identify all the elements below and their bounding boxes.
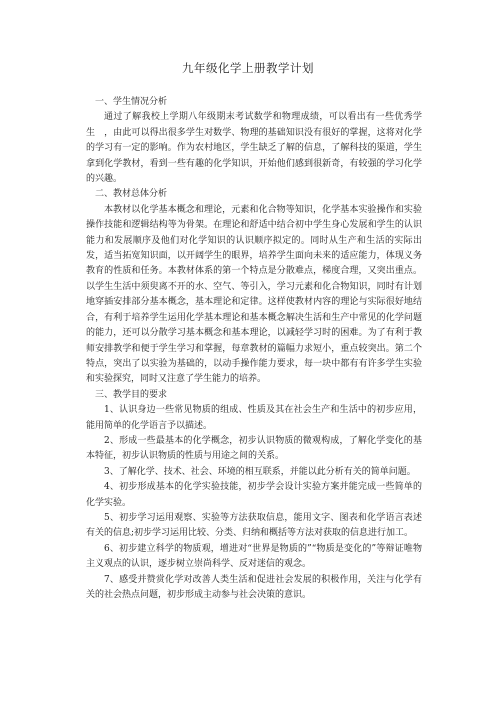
- goal-item: 3、了解化学、技术、社会、环境的相互联系，并能以此分析有关的简单问题。: [104, 466, 416, 477]
- goal-item: 4、初步形成基本的化学实验技能，初步学会设计实验方案并能完成一些简单的化学实验。: [86, 482, 422, 508]
- goal-item: 1、认识身边一些常见物质的组成、性质及其在社会生产和生活中的初步应用，能用简单的化学语言予以描述。: [86, 405, 422, 431]
- section-heading-teaching-goals: 三、教学目的要求: [95, 389, 168, 400]
- goal-item: 6、初步建立科学的物质观，增进对“世界是物质的”“物质是变化的”等辩证唯物主义观点的认识，逐步树立崇尚科学、反对迷信的观念。: [86, 543, 422, 570]
- section-heading-textbook-analysis: 二、教材总体分析: [95, 189, 168, 200]
- paragraph: 本教材以化学基本概念和理论，元素和化合物等知识，化学基本实验操作和实验操作技能和逻辑结构等为骨架。在理论和舒适中结合初中学生身心发展和学生的认识能力和发展顺序及他们对化学知识的认识顺序拟定的。同时从生产和生活的实际出发，适当拓宽知识面，以开阔学生的眼界，培养学生面向未来的适应能力，体现义务教育的性质和任务。本教材体系的第一个特点是分散难点，梯度合理，又突出重点。以学生生活中须臾离不开的水、空气、等引入，学习元素和化合物知识，同时有计划地穿插安排部分基本概念，基本理论和定律。这样使教材内容的理论与实际很好地结合，有利于培养学生运用化学基本理论和基本概念解决生活和生产中常见的化学问题的能力，还可以分散学习基本概念和基本理论，以减轻学习时的困难。为了有利于教师安排教学和便于学生学习和掌握，每章教材的篇幅力求短小，重点较突出。第二个特点，突出了以实验为基础的，以动手操作能力要求，每一块中都有有许多学生实验和实验探究，同时又注意了学生能力的培养。: [86, 204, 422, 385]
- document-title: 九年级化学上册教学计划: [182, 61, 314, 75]
- section-heading-student-analysis: 一、学生情况分析: [95, 97, 168, 107]
- goal-item: 5、初步学习运用观察、实验等方法获取信息，能用文字、图表和化学语言表述有关的信息;初步学习运用比较、分类、归纳和概括等方法对获取的信息进行加工。: [86, 512, 422, 539]
- paragraph: 通过了解我校上学期八年级期末考试数学和物理成绩，可以看出有一些优秀学生 ，由此可以得出很多学生对数学、物理的基础知识没有很好的掌握，这将对化学的学习有一定的影响。作为农村地区，学生缺乏了解的信息，了解科技的渠道，学生拿到化学教材，看到一些有趣的化学知识，开始他们感到很新奇，有较强的学习化学的兴趣。: [86, 112, 422, 185]
- document-body: [86, 95, 422, 603]
- goal-item: 2、形成一些最基本的化学概念，初步认识物质的微观构成，了解化学变化的基本特征，初步认识物质的性质与用途之间的关系。: [86, 435, 422, 462]
- goal-item: 7、感受并赞赏化学对改善人类生活和促进社会发展的积极作用，关注与化学有关的社会热点问题，初步形成主动参与社会决策的意识。: [86, 574, 422, 600]
